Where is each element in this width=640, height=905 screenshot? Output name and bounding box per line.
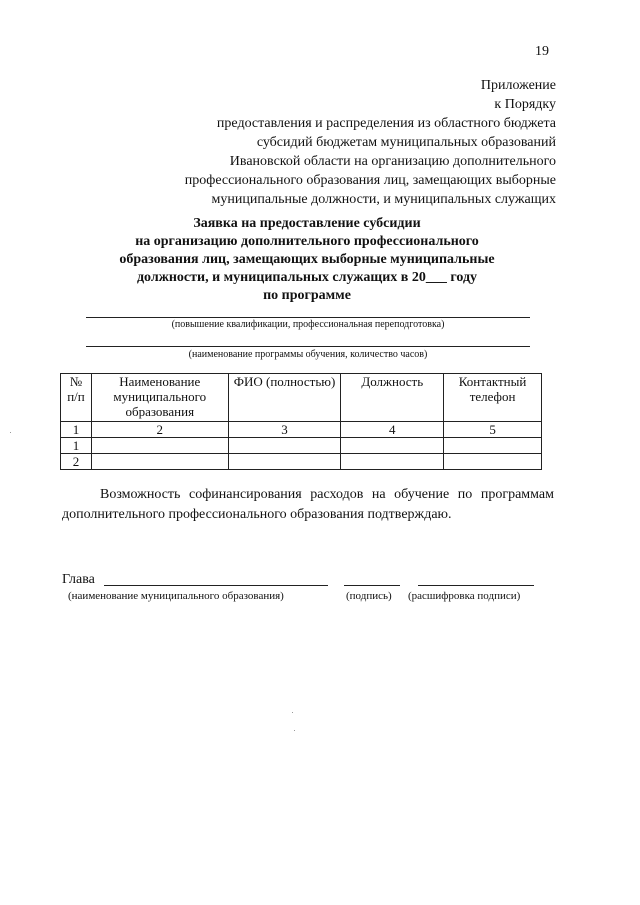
- program-name-fill-line[interactable]: [86, 346, 530, 347]
- confirmation-text: Возможность софинансирования расходов на обучение по программам дополнительного профессионального образования подтверждаю.: [62, 487, 554, 522]
- table-cell: 2: [61, 454, 92, 470]
- title-line: Заявка на предоставление субсидии: [193, 216, 421, 231]
- table-cell[interactable]: [341, 438, 444, 454]
- scan-speck: [292, 712, 293, 713]
- annex-line: Приложение: [480, 78, 556, 93]
- table-cell: 4: [341, 422, 444, 438]
- program-name-caption: (наименование программы обучения, количество часов): [188, 349, 428, 360]
- table-cell[interactable]: [444, 438, 542, 454]
- title-line: по программе: [263, 288, 351, 303]
- annex-line: муниципальные должности, и муниципальных служащих: [211, 192, 556, 207]
- municipality-fill-line[interactable]: [104, 585, 328, 586]
- table-cell[interactable]: [228, 438, 341, 454]
- signature-label: Глава: [62, 572, 95, 587]
- annex-line: к Порядку: [494, 97, 556, 112]
- table-cell: 5: [444, 422, 542, 438]
- program-type-caption: (повышение квалификации, профессиональная переподготовка): [171, 319, 445, 330]
- table-cell[interactable]: [228, 454, 341, 470]
- header-municipality: Наименование муниципального образования: [91, 374, 228, 422]
- signature-fill-line[interactable]: [344, 585, 400, 586]
- table-cell[interactable]: [91, 454, 228, 470]
- annex-line: субсидий бюджетам муниципальных образований: [256, 135, 556, 150]
- annex-line: предоставления и распределения из областного бюджета: [216, 116, 556, 131]
- table-row: [61, 438, 542, 454]
- application-table: [60, 373, 542, 470]
- title-line: на организацию дополнительного профессионального: [135, 234, 479, 249]
- annex-line: профессионального образования лиц, замещающих выборные: [184, 173, 556, 188]
- document-title: [84, 215, 530, 305]
- annex-line: Ивановской области на организацию дополнительного: [229, 154, 556, 169]
- header-position: Должность: [341, 374, 444, 422]
- header-phone: Контактный телефон: [444, 374, 542, 422]
- table-cell: 1: [61, 422, 92, 438]
- table-cell[interactable]: [341, 454, 444, 470]
- header-number: № п/п: [61, 374, 92, 422]
- decoding-fill-line[interactable]: [418, 585, 534, 586]
- table-row: [61, 454, 542, 470]
- table-numbering-row: [61, 422, 542, 438]
- signature-caption: (подпись): [346, 590, 392, 602]
- table-cell[interactable]: [91, 438, 228, 454]
- scan-speck: [10, 432, 11, 433]
- decoding-caption: (расшифровка подписи): [408, 590, 521, 602]
- page-number: 19: [535, 44, 549, 59]
- table-header-row: [61, 374, 542, 422]
- scan-speck: [294, 730, 295, 731]
- table-cell[interactable]: [444, 454, 542, 470]
- header-full-name: ФИО (полностью): [228, 374, 341, 422]
- program-type-fill-line[interactable]: [86, 317, 530, 318]
- municipality-caption: (наименование муниципального образования): [68, 590, 284, 602]
- table-cell: 3: [228, 422, 341, 438]
- table-cell: 2: [91, 422, 228, 438]
- title-line: образования лиц, замещающих выборные муниципальные: [119, 252, 495, 267]
- table-cell: 1: [61, 438, 92, 454]
- annex-heading: [185, 76, 556, 209]
- title-line: должности, и муниципальных служащих в 20___ году: [136, 270, 478, 285]
